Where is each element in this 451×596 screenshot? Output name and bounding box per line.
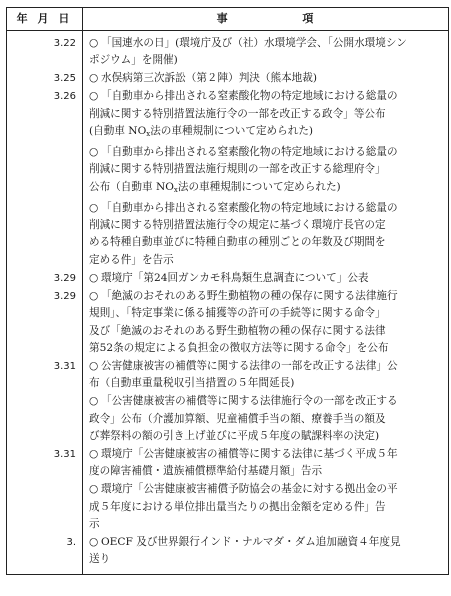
row-text <box>82 358 448 393</box>
row-text <box>82 534 448 569</box>
row-text-body: 環境庁「公害健康被害補償予防協会の基金に対する拠出金の平 成５年度における単位排出量当たりの拠出金額を定める件」告 示 <box>89 483 398 530</box>
table-row <box>7 70 448 87</box>
row-text-body: 公害健康被害の補償等に関する法律の一部を改正する法律」公 布（自動車重量税収引当措置の５年間延長) <box>89 359 398 390</box>
circle-bullet-icon: ○ <box>89 447 99 460</box>
table-row <box>7 393 448 445</box>
row-text-body: 「国連水の日」(環境庁及び（社）水環境学会、「公開水環境シン ポジウム」を開催) <box>89 37 407 67</box>
row-date: 3.29 <box>53 290 76 302</box>
row-date <box>7 144 82 199</box>
circle-bullet-icon: ○ <box>89 201 99 214</box>
table-body <box>7 31 448 574</box>
circle-bullet-icon: ○ <box>89 483 99 496</box>
table-header <box>7 8 448 31</box>
row-text-body: 「絶滅のおそれのある野生動植物の種の保存に関する法律施行 規則」、「特定事業に係る捕獲等の許可の手続等に関する命令」 及び「絶滅のおそれのある野生動植物の種の保存に関する法律 第52条の規定による負担金の徴収方法等に関する命令」を公布 <box>89 289 398 354</box>
row-date: 3.29 <box>53 272 76 284</box>
row-text <box>82 270 448 287</box>
row-text <box>82 288 448 358</box>
circle-bullet-icon: ○ <box>89 359 99 372</box>
table-row <box>7 144 448 199</box>
circle-bullet-icon: ○ <box>89 395 99 408</box>
header-item-char: 事 <box>216 12 228 25</box>
table-row <box>7 481 448 533</box>
header-item-char: 項 <box>302 12 314 25</box>
row-text-body: 「公害健康被害の補償等に関する法律施行令の一部を改正する 政令」公布（介護加算額、児童補償手当の額、療養手当の額及 び葬祭料の額の引き上げ並びに平成５年度の賦課料率の決定) <box>89 395 398 442</box>
row-text <box>82 200 448 270</box>
circle-bullet-icon: ○ <box>89 90 99 103</box>
row-date: 3.26 <box>53 91 76 103</box>
table-row <box>7 35 448 70</box>
circle-bullet-icon: ○ <box>89 72 99 85</box>
row-date <box>7 393 82 445</box>
column-divider <box>82 8 83 574</box>
row-text <box>82 35 448 70</box>
row-date: 3.25 <box>53 73 76 85</box>
row-text <box>82 481 448 533</box>
table-row <box>7 200 448 270</box>
row-date: 3.22 <box>53 38 76 49</box>
chronology-table <box>6 7 449 575</box>
circle-bullet-icon: ○ <box>89 37 99 49</box>
row-text <box>82 446 448 481</box>
row-text-body: 水俣病第三次訴訟（第２陣）判決（熊本地裁) <box>101 72 318 85</box>
row-text-body: 「自動車から排出される窒素酸化物の特定地域における総量の 削減に関する特別措置法施行令の規定に基づく環境庁長官の定 める特種自動車並びに特種自動車の種別ごとの年数及び期間を 定める件」を告示 <box>89 201 398 266</box>
row-date <box>7 481 82 533</box>
row-text <box>82 70 448 87</box>
row-text-body: 「自動車から排出される窒素酸化物の特定地域における総量の 削減に関する特別措置法施行規則の一部を改正する総理府令」 公布（自動車 $NO_x$法の車種規制について定められた) <box>89 145 398 194</box>
circle-bullet-icon: ○ <box>89 535 99 548</box>
row-text <box>82 88 448 143</box>
row-text-body: 環境庁「公害健康被害の補償等に関する法律に基づく平成５年 度の障害補償・遺族補償標準給付基礎月額」告示 <box>89 447 398 478</box>
header-date: 年 月 日 <box>16 12 73 25</box>
row-text-body: 「自動車から排出される窒素酸化物の特定地域における総量の 削減に関する特別措置法施行令の一部を改正する政令」等公布 (自動車 $NO_x$法の車種規制について定められた) <box>89 90 398 139</box>
row-text <box>82 144 448 199</box>
circle-bullet-icon: ○ <box>89 271 99 284</box>
row-text-body: OECF 及び世界銀行インド・ナルマダ・ダム追加融資４年度見 送り <box>89 535 401 566</box>
circle-bullet-icon: ○ <box>89 145 99 158</box>
table-row <box>7 534 448 569</box>
row-date <box>7 200 82 270</box>
table-row <box>7 288 448 358</box>
row-date: 3. <box>66 536 76 548</box>
row-text <box>82 393 448 445</box>
row-text-body: 環境庁「第24回ガンカモ科鳥類生息調査について」公表 <box>101 271 369 284</box>
table-row <box>7 446 448 481</box>
table-row <box>7 88 448 143</box>
table-row <box>7 358 448 393</box>
row-date: 3.31 <box>53 360 76 372</box>
circle-bullet-icon: ○ <box>89 289 99 302</box>
table-row <box>7 270 448 287</box>
header-item <box>82 8 448 30</box>
row-date: 3.31 <box>53 448 76 460</box>
